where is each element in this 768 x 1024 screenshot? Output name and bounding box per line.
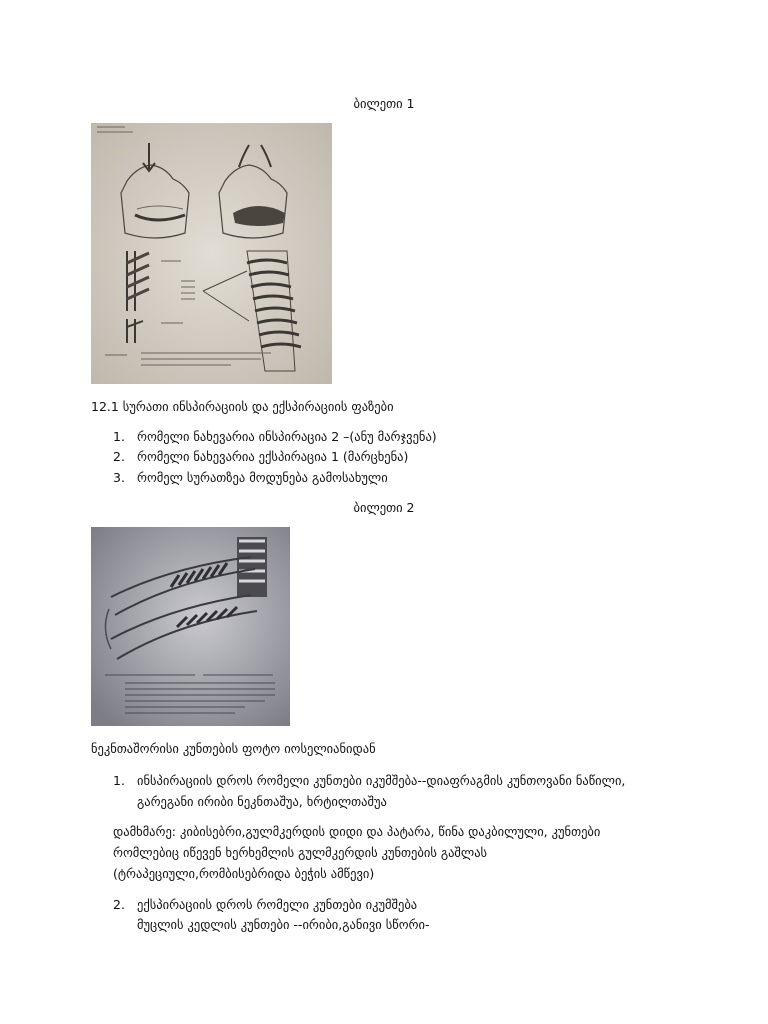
breathing-phases-figure: [91, 123, 332, 384]
list-item-text-continued: გარეგანი ირიბი ნეკნთაშუა, ხრტილთაშუა: [137, 794, 387, 809]
list-item-number: 2.: [113, 449, 125, 464]
ticket1-title: ბილეთი 1: [353, 96, 415, 111]
ticket2-title: ბილეთი 2: [353, 500, 415, 515]
list-item-number: 1.: [113, 773, 125, 788]
figure-caption: 12.1 სურათი ინსპირაციის და ექსპირაციის ფაზები: [91, 399, 394, 414]
list-item-text: რომელი ნახევარია ინსპირაცია 2 –(ანუ მარჯვენა): [137, 429, 437, 444]
list-item-text: ინსპირაციის დროს რომელი კუნთები იკუმშება--დიაფრაგმის კუნთოვანი ნაწილი,: [137, 773, 626, 788]
helper-note-line: რომლებიც იწევენ ხერხემლის გულმკერდის კუნთების გაშლას: [113, 845, 488, 860]
intercostal-muscles-sketch: [91, 527, 290, 726]
list-item-text-continued: მუცლის კედლის კუნთები --ირიბი,განივი სწორი-: [137, 917, 430, 932]
list-item-text: რომელ სურათზეა მოდუნება გამოსახული: [137, 470, 388, 485]
helper-note-line: (ტრაპეციული,რომბისებრიდა ბეჭის ამწევი): [113, 866, 375, 881]
photo-caption: ნეკნთაშორისი კუნთების ფოტო იოსელიანიდან: [91, 741, 376, 756]
breathing-phases-sketch: [91, 123, 332, 384]
list-item-text: რომელი ნახევარია ექსპირაცია 1 (მარცხენა): [137, 449, 409, 464]
intercostal-muscles-photo: [91, 527, 290, 726]
list-item-number: 3.: [113, 470, 125, 485]
list-item-number: 1.: [113, 429, 125, 444]
list-item-number: 2.: [113, 897, 125, 912]
list-item-text: ექსპირაციის დროს რომელი კუნთები იკუმშება: [137, 897, 418, 912]
helper-note-line: დამხმარე: კიბისებრი,გულმკერდის დიდი და პატარა, წინა დაკბილული, კუნთები: [113, 824, 601, 839]
